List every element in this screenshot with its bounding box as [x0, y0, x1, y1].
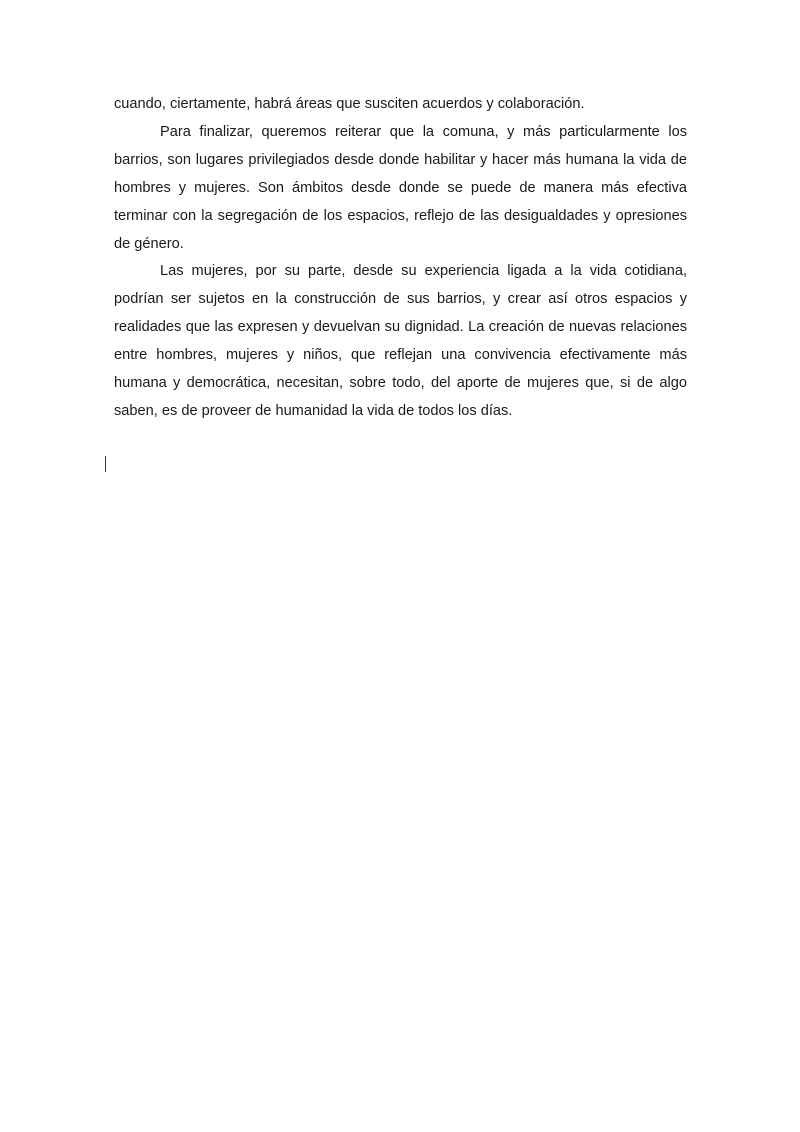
paragraph-conclusion: Para finalizar, queremos reiterar que la comuna, y más particularmente los barrios, son lugares privilegiados desde donde habilitar y hacer más humana la vida de hombres y mujeres. Son ámbitos desde donde se puede de manera más efectiva terminar con la segregación de los espacios, reflejo de las desigualdades y opresiones de género. — [114, 123, 687, 252]
paragraph-continuation: cuando, ciertamente, habrá áreas que susciten acuerdos y colaboración. — [114, 96, 585, 112]
document-body — [114, 91, 687, 426]
paragraph-women: Las mujeres, por su parte, desde su experiencia ligada a la vida cotidiana, podrían ser sujetos en la construcción de sus barrios, y crear así otros espacios y realidades que las expresen y devuelvan su dignidad. La creación de nuevas relaciones entre hombres, mujeres y niños, que reflejan una convivencia efectivamente más humana y democrática, necesitan, sobre todo, del aporte de mujeres que, si de algo saben, es de proveer de humanidad la vida de todos los días. — [114, 263, 687, 419]
text-cursor[interactable] — [105, 456, 106, 472]
